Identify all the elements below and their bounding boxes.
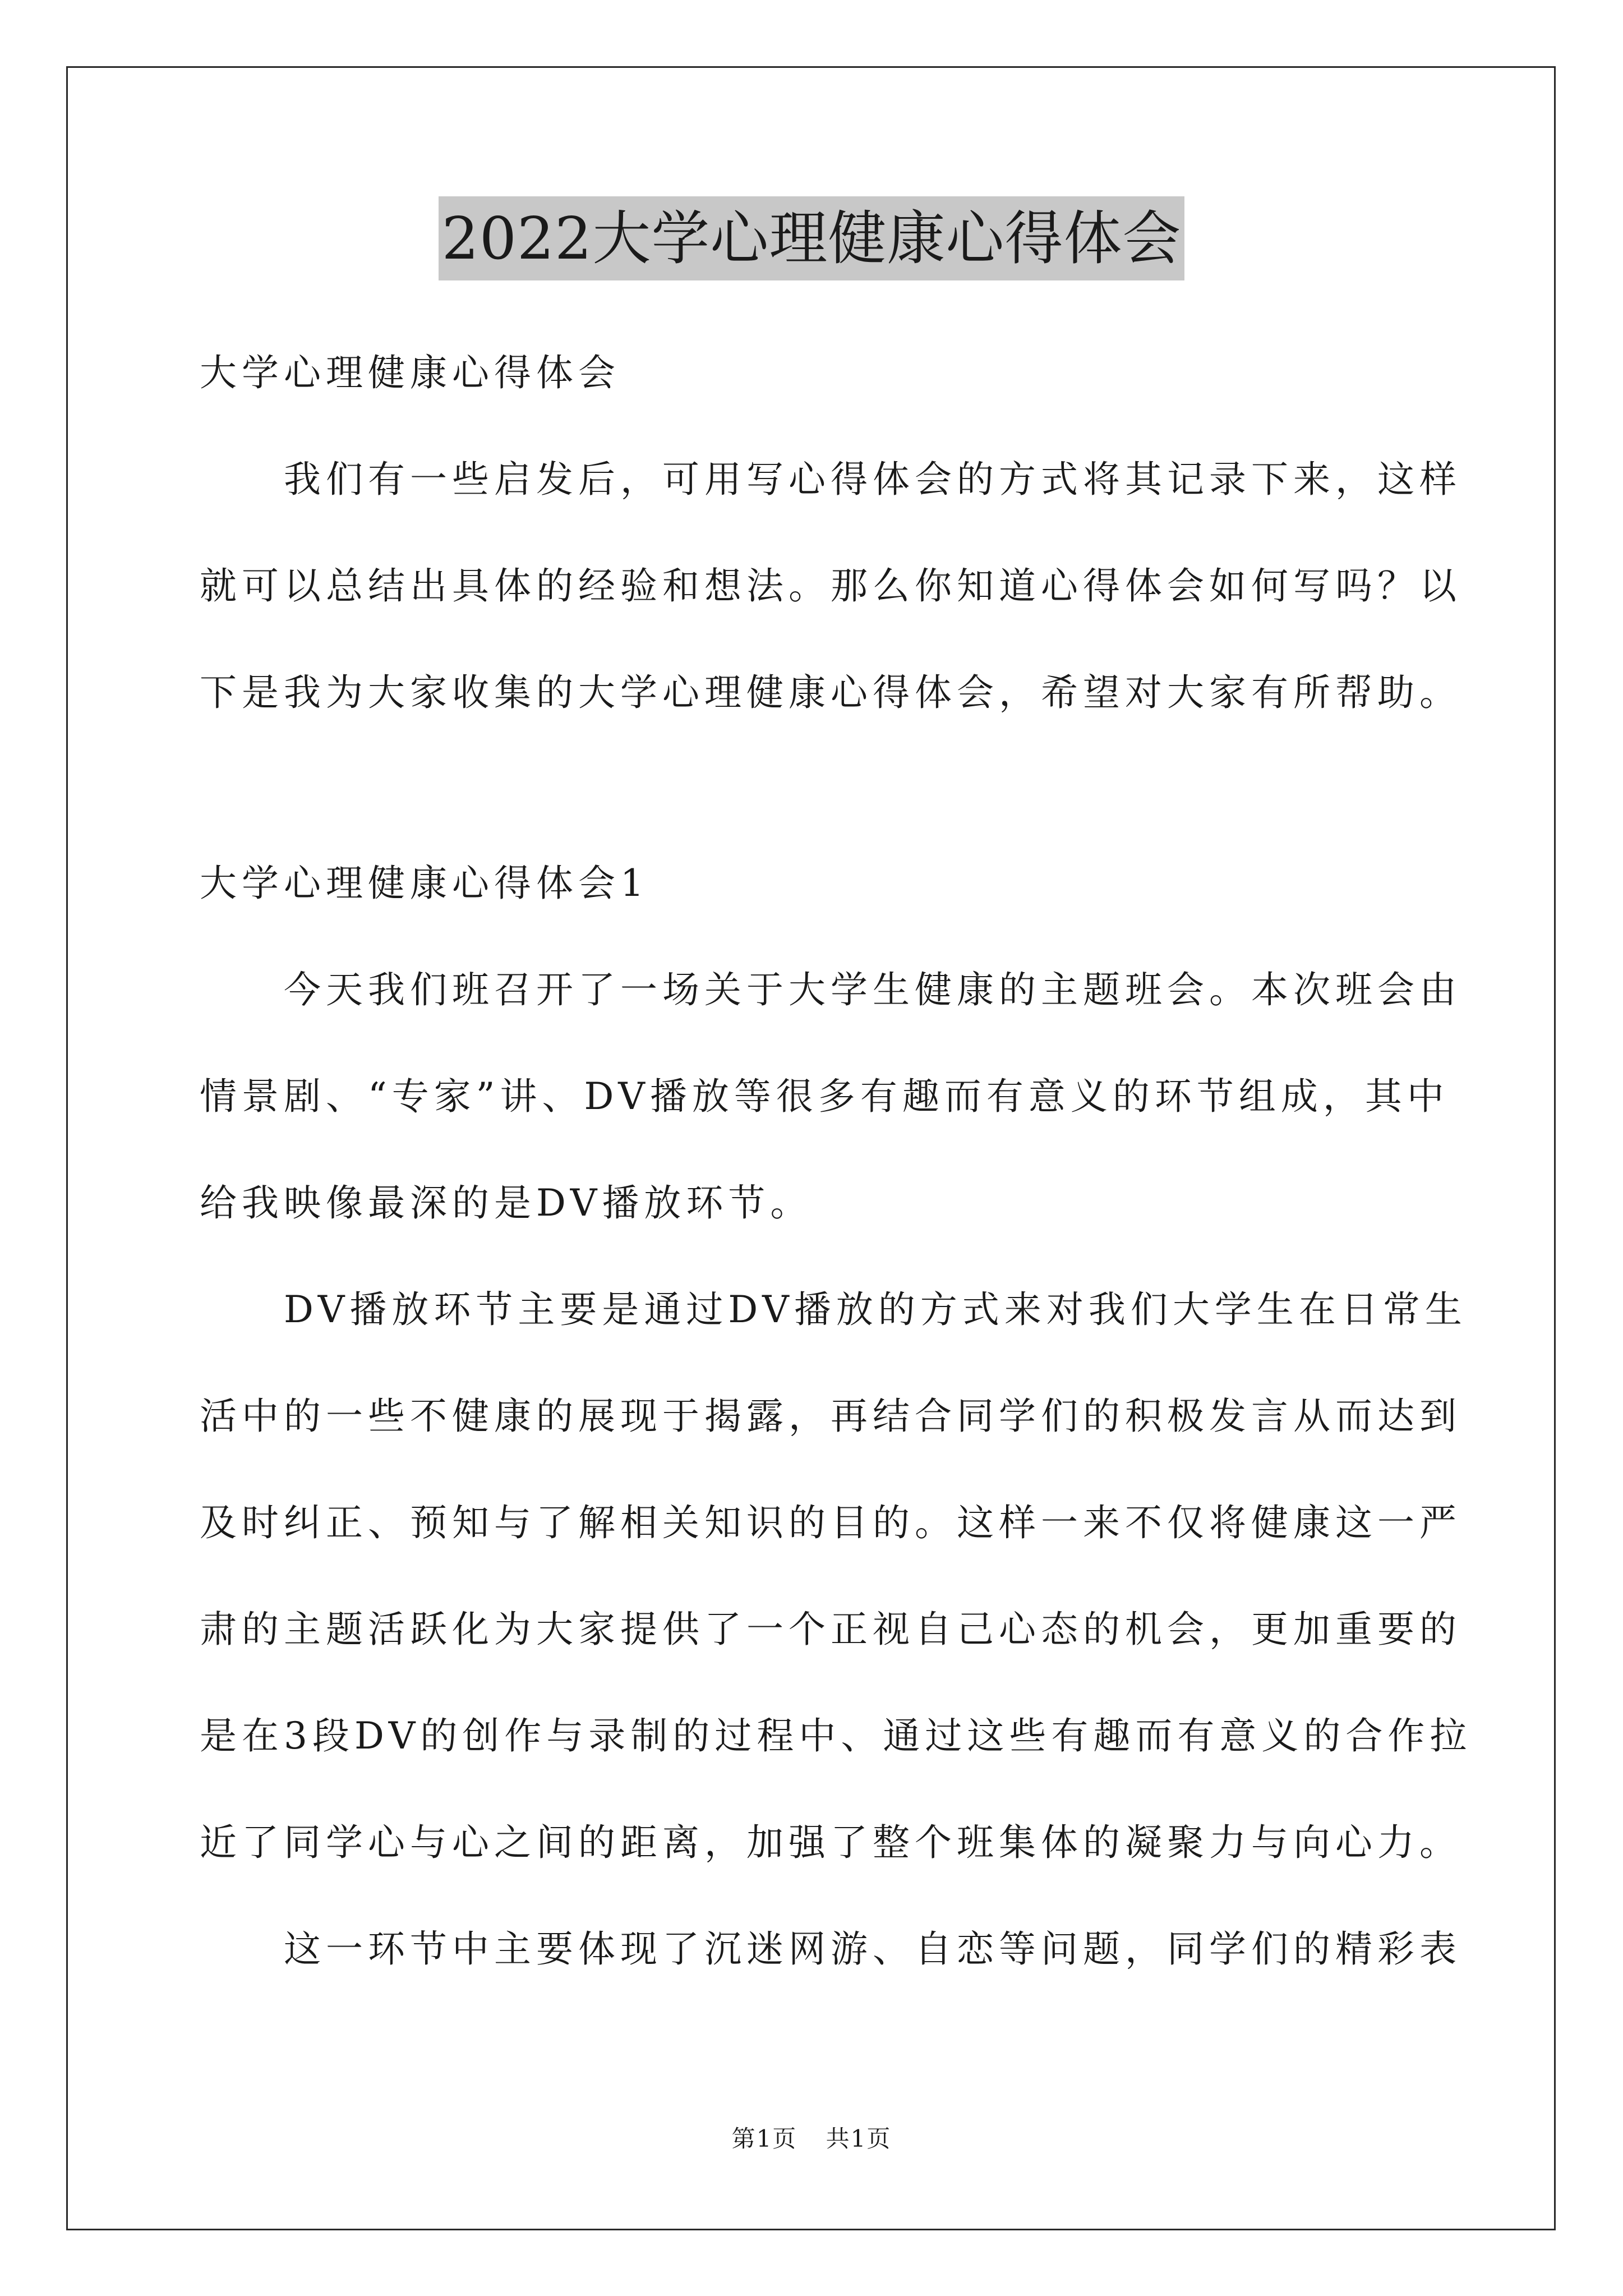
page-footer xyxy=(0,2120,1623,2154)
paragraph-line: 下是我为大家收集的大学心理健康心得体会，希望对大家有所帮助。 xyxy=(200,671,1461,714)
paragraph-line: 情景剧、“专家”讲、DV播放等很多有趣而有意义的环节组成，其中 xyxy=(200,1075,1449,1118)
paragraph-line: 给我映像最深的是DV播放环节。 xyxy=(200,1181,813,1225)
paragraph-line: 活中的一些不健康的展现于揭露，再结合同学们的积极发言从而达到 xyxy=(200,1395,1461,1438)
paragraph-line: 肃的主题活跃化为大家提供了一个正视自己心态的机会，更加重要的 xyxy=(200,1608,1461,1651)
page-total: 共1页 xyxy=(826,2125,892,2152)
paragraph-line: 我们有一些启发后，可用写心得体会的方式将其记录下来，这样 xyxy=(284,458,1461,501)
paragraph-line: 就可以总结出具体的经验和想法。那么你知道心得体会如何写吗？以 xyxy=(200,564,1461,608)
section-heading: 大学心理健康心得体会 xyxy=(200,351,620,394)
paragraph-line: 近了同学心与心之间的距离，加强了整个班集体的凝聚力与向心力。 xyxy=(200,1821,1461,1864)
paragraph-line: 今天我们班召开了一场关于大学生健康的主题班会。本次班会由 xyxy=(284,968,1461,1011)
document-title: 2022大学心理健康心得体会 xyxy=(439,196,1185,280)
page-number: 第1页 xyxy=(731,2125,797,2152)
paragraph-line: DV播放环节主要是通过DV播放的方式来对我们大学生在日常生 xyxy=(284,1288,1467,1331)
paragraph-line: 这一环节中主要体现了沉迷网游、自恋等问题，同学们的精彩表 xyxy=(284,1927,1461,1971)
paragraph-line: 是在3段DV的创作与录制的过程中、通过这些有趣而有意义的合作拉 xyxy=(200,1714,1472,1757)
paragraph-line: 及时纠正、预知与了解相关知识的目的。这样一来不仅将健康这一严 xyxy=(200,1501,1461,1544)
section-heading: 大学心理健康心得体会1 xyxy=(200,862,649,905)
document-body xyxy=(200,342,1472,2025)
section-gap xyxy=(200,769,1433,853)
title-container xyxy=(0,196,1623,280)
